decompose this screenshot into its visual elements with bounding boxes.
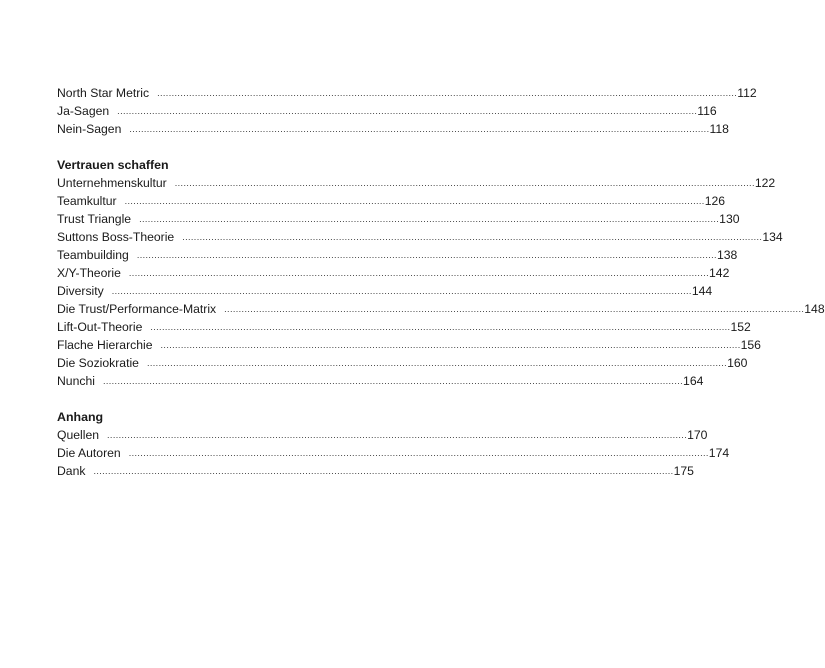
toc-leader-dots: ........................................................................................................................................................................................................ — [128, 448, 709, 458]
toc-entry-page: 156 — [740, 338, 761, 352]
toc-leader-dots: ........................................................................................................................................................................................................ — [224, 304, 805, 314]
toc-entry-page: 122 — [754, 176, 776, 190]
section-heading: Anhang — [57, 410, 104, 424]
toc-entry — [57, 192, 726, 210]
toc-entry — [57, 210, 740, 228]
toc-entry — [57, 336, 761, 354]
toc-entry-title: Teambuilding — [57, 248, 129, 262]
toc-entry-title: Die Autoren — [57, 446, 121, 460]
toc-leader-dots: ........................................................................................................................................................................................................ — [150, 322, 731, 332]
toc-leader-dots: ........................................................................................................................................................................................................ — [93, 466, 674, 476]
toc-entry — [57, 102, 717, 120]
toc-entry-page: 152 — [730, 320, 751, 334]
toc-entry — [57, 462, 694, 480]
toc-entry — [57, 174, 776, 192]
toc-leader-dots: ........................................................................................................................................................................................................ — [102, 376, 684, 386]
toc-entry-page: 160 — [727, 356, 748, 370]
toc-leader-dots: ........................................................................................................................................................................................................ — [182, 232, 763, 242]
toc-entry-title: North Star Metric — [57, 86, 150, 100]
toc-entry-title: Unternehmenskultur — [57, 176, 167, 190]
section-spacer — [57, 390, 403, 408]
toc-entry-page: 138 — [716, 248, 738, 262]
toc-entry — [57, 84, 757, 102]
toc-entry — [57, 246, 738, 264]
toc-leader-dots: ........................................................................................................................................................................................................ — [107, 430, 688, 440]
toc-entry — [57, 444, 730, 462]
toc-entry-title: Ja-Sagen — [57, 104, 110, 118]
toc-entry — [57, 372, 704, 390]
toc-entry-title: Die Soziokratie — [57, 356, 139, 370]
section-heading: Vertrauen schaffen — [57, 158, 169, 172]
toc-entry-page: 164 — [683, 374, 704, 388]
toc-entry-page: 130 — [719, 212, 740, 226]
toc-leader-dots: ........................................................................................................................................................................................................ — [174, 178, 755, 188]
toc-entry-page: 134 — [762, 230, 783, 244]
toc-entry — [57, 282, 713, 300]
toc-entry-title: Die Trust/Performance-Matrix — [57, 302, 217, 316]
table-of-contents — [57, 84, 825, 480]
toc-entry — [57, 300, 825, 318]
toc-entry-title: Nein-Sagen — [57, 122, 122, 136]
toc-entry-page: 148 — [804, 302, 825, 316]
toc-leader-dots: ........................................................................................................................................................................................................ — [139, 214, 720, 224]
toc-entry-title: Flache Hierarchie — [57, 338, 153, 352]
toc-entry-page: 118 — [709, 122, 729, 136]
toc-entry-page: 170 — [687, 428, 708, 442]
toc-entry-title: X/Y-Theorie — [57, 266, 121, 280]
toc-leader-dots: ........................................................................................................................................................................................................ — [128, 268, 710, 278]
toc-entry-page: 144 — [691, 284, 713, 298]
toc-entry-title: Lift-Out-Theorie — [57, 320, 143, 334]
toc-entry-page: 126 — [704, 194, 726, 208]
toc-entry-title: Diversity — [57, 284, 104, 298]
toc-entry — [57, 426, 708, 444]
toc-entry-title: Teamkultur — [57, 194, 117, 208]
toc-leader-dots: ........................................................................................................................................................................................................ — [146, 358, 728, 368]
toc-entry-title: Suttons Boss-Theorie — [57, 230, 175, 244]
toc-entry-title: Trust Triangle — [57, 212, 132, 226]
toc-leader-dots: ........................................................................................................................................................................................................ — [124, 196, 705, 206]
toc-leader-dots: ........................................................................................................................................................................................................ — [136, 250, 717, 260]
toc-entry-page: 116 — [697, 104, 717, 118]
toc-entry-title: Quellen — [57, 428, 100, 442]
toc-leader-dots: ........................................................................................................................................................................................................ — [117, 106, 698, 116]
toc-entry-page: 142 — [709, 266, 730, 280]
toc-entry — [57, 228, 783, 246]
toc-leader-dots: ........................................................................................................................................................................................................ — [157, 88, 738, 98]
toc-leader-dots: ........................................................................................................................................................................................................ — [160, 340, 741, 350]
toc-entry — [57, 354, 748, 372]
toc-entry — [57, 318, 751, 336]
toc-leader-dots: ........................................................................................................................................................................................................ — [129, 124, 710, 134]
toc-entry-page: 174 — [708, 446, 730, 460]
section-spacer — [57, 138, 403, 156]
toc-leader-dots: ........................................................................................................................................................................................................ — [111, 286, 692, 296]
toc-entry — [57, 264, 730, 282]
toc-entry-title: Nunchi — [57, 374, 95, 388]
toc-entry-page: 175 — [673, 464, 694, 478]
toc-entry-title: Dank — [57, 464, 86, 478]
toc-entry-page: 112 — [737, 86, 757, 100]
toc-entry — [57, 120, 729, 138]
